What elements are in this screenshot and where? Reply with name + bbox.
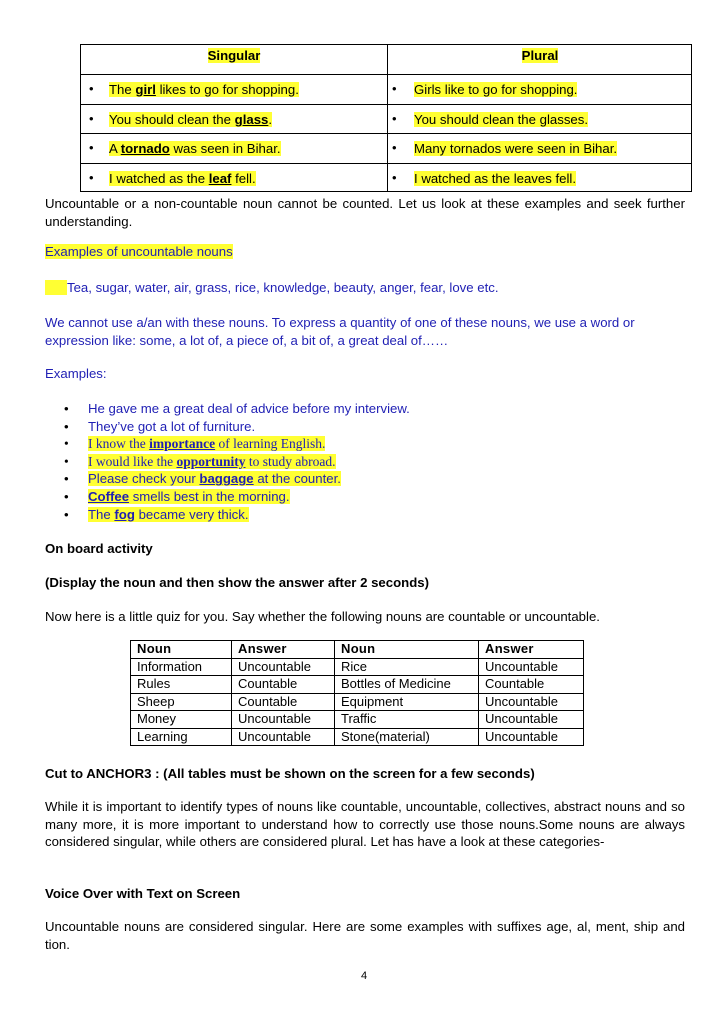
bullet-icon: •: [392, 170, 397, 185]
quiz-cell: Rice: [335, 658, 479, 676]
bullet-icon: •: [392, 140, 397, 155]
bullet-icon: •: [392, 81, 397, 96]
singular-cell: You should clean the glass.: [109, 112, 273, 127]
quiz-cell: Uncountable: [232, 711, 335, 729]
highlight-marker: [45, 280, 67, 295]
bullet-icon: •: [64, 471, 69, 487]
table-row: [81, 105, 691, 134]
bullet-icon: •: [89, 140, 94, 155]
quiz-cell: Sheep: [131, 693, 232, 711]
table-row: [131, 711, 584, 729]
plural-cell: Many tornados were seen in Bihar.: [414, 141, 618, 156]
quantity-paragraph: We cannot use a/an with these nouns. To express a quantity of one of these nouns, we use a word or expression like: some, a lot of, a piece of, a bit of, a great deal of……: [45, 315, 635, 348]
bullet-icon: •: [64, 488, 69, 504]
examples-bullet-list: [64, 400, 410, 523]
quiz-header-noun: Noun: [131, 641, 232, 659]
singular-cell: A tornado was seen in Bihar.: [109, 141, 281, 156]
quiz-intro: Now here is a little quiz for you. Say whether the following nouns are countable or uncountable.: [45, 609, 600, 624]
quiz-cell: Countable: [232, 693, 335, 711]
singular-cell: I watched as the leaf fell.: [109, 171, 256, 186]
quiz-header-noun: Noun: [335, 641, 479, 659]
display-note: (Display the noun and then show the answer after 2 seconds): [45, 575, 429, 590]
header-plural: Plural: [521, 48, 559, 63]
list-item: • I would like the opportunity to study abroad.: [64, 453, 336, 469]
quiz-cell: Information: [131, 658, 232, 676]
quiz-cell: Uncountable: [479, 693, 584, 711]
quiz-cell: Bottles of Medicine: [335, 676, 479, 694]
bullet-icon: •: [64, 436, 69, 452]
table-row: [131, 728, 584, 746]
plural-cell: Girls like to go for shopping.: [414, 82, 578, 97]
cut-to-anchor-heading: Cut to ANCHOR3 : (All tables must be shown on the screen for a few seconds): [45, 766, 535, 781]
singular-plural-table: [80, 44, 692, 192]
list-item: • Coffee smells best in the morning.: [64, 488, 290, 504]
bullet-icon: •: [64, 453, 69, 469]
list-item: • They’ve got a lot of furniture.: [64, 418, 256, 434]
quiz-table: [130, 640, 584, 746]
onboard-activity-heading: On board activity: [45, 541, 153, 556]
quiz-cell: Countable: [479, 676, 584, 694]
list-item: • He gave me a great deal of advice before my interview.: [64, 401, 410, 416]
bullet-icon: •: [89, 170, 94, 185]
quiz-cell: Traffic: [335, 711, 479, 729]
quiz-cell: Money: [131, 711, 232, 729]
singular-uncountable-paragraph: Uncountable nouns are considered singular. Here are some examples with suffixes age, al, ment, ship and tion.: [45, 919, 685, 952]
table-row: [131, 658, 584, 676]
quiz-cell: Equipment: [335, 693, 479, 711]
bullet-icon: •: [64, 401, 69, 416]
quiz-header-answer: Answer: [479, 641, 584, 659]
singular-cell: The girl likes to go for shopping.: [109, 82, 299, 97]
quiz-cell: Stone(material): [335, 728, 479, 746]
quiz-cell: Rules: [131, 676, 232, 694]
bullet-icon: •: [89, 81, 94, 96]
plural-cell: I watched as the leaves fell.: [414, 171, 577, 186]
list-item: • I know the importance of learning English.: [64, 436, 326, 452]
quiz-header-row: [131, 641, 584, 659]
quiz-cell: Uncountable: [479, 711, 584, 729]
table-row: [81, 164, 691, 192]
quiz-header-answer: Answer: [232, 641, 335, 659]
examples-label: Examples:: [45, 366, 107, 381]
usage-paragraph: While it is important to identify types of nouns like countable, uncountable, collectives, abstract nouns and so many more, it is more important to understand how to correctly use those nouns.Some nouns are always considered singular, while others are considered plural. Let has have a look at these categories-: [45, 799, 685, 849]
table-row: [131, 676, 584, 694]
page-number: 4: [360, 970, 368, 982]
table-row: [81, 134, 691, 164]
voice-over-heading: Voice Over with Text on Screen: [45, 886, 241, 901]
list-item: • The fog became very thick.: [64, 506, 249, 522]
table-row: [81, 75, 691, 105]
quiz-cell: Uncountable: [479, 658, 584, 676]
table-row: [131, 693, 584, 711]
bullet-icon: •: [392, 111, 397, 126]
quiz-cell: Learning: [131, 728, 232, 746]
examples-list: Tea, sugar, water, air, grass, rice, knowledge, beauty, anger, fear, love etc.: [45, 279, 685, 297]
bullet-icon: •: [89, 111, 94, 126]
examples-heading: Examples of uncountable nouns: [45, 244, 233, 259]
quiz-cell: Uncountable: [232, 728, 335, 746]
plural-cell: You should clean the glasses.: [414, 112, 589, 127]
uncountable-intro-paragraph: Uncountable or a non-countable noun cannot be counted. Let us look at these examples and seek further understanding.: [45, 196, 685, 229]
bullet-icon: •: [64, 418, 69, 434]
table-header-row: [81, 45, 691, 75]
quiz-cell: Countable: [232, 676, 335, 694]
bullet-icon: •: [64, 506, 69, 522]
list-item: • Please check your baggage at the counter.: [64, 471, 341, 487]
header-singular: Singular: [207, 48, 261, 63]
quiz-cell: Uncountable: [479, 728, 584, 746]
quiz-cell: Uncountable: [232, 658, 335, 676]
